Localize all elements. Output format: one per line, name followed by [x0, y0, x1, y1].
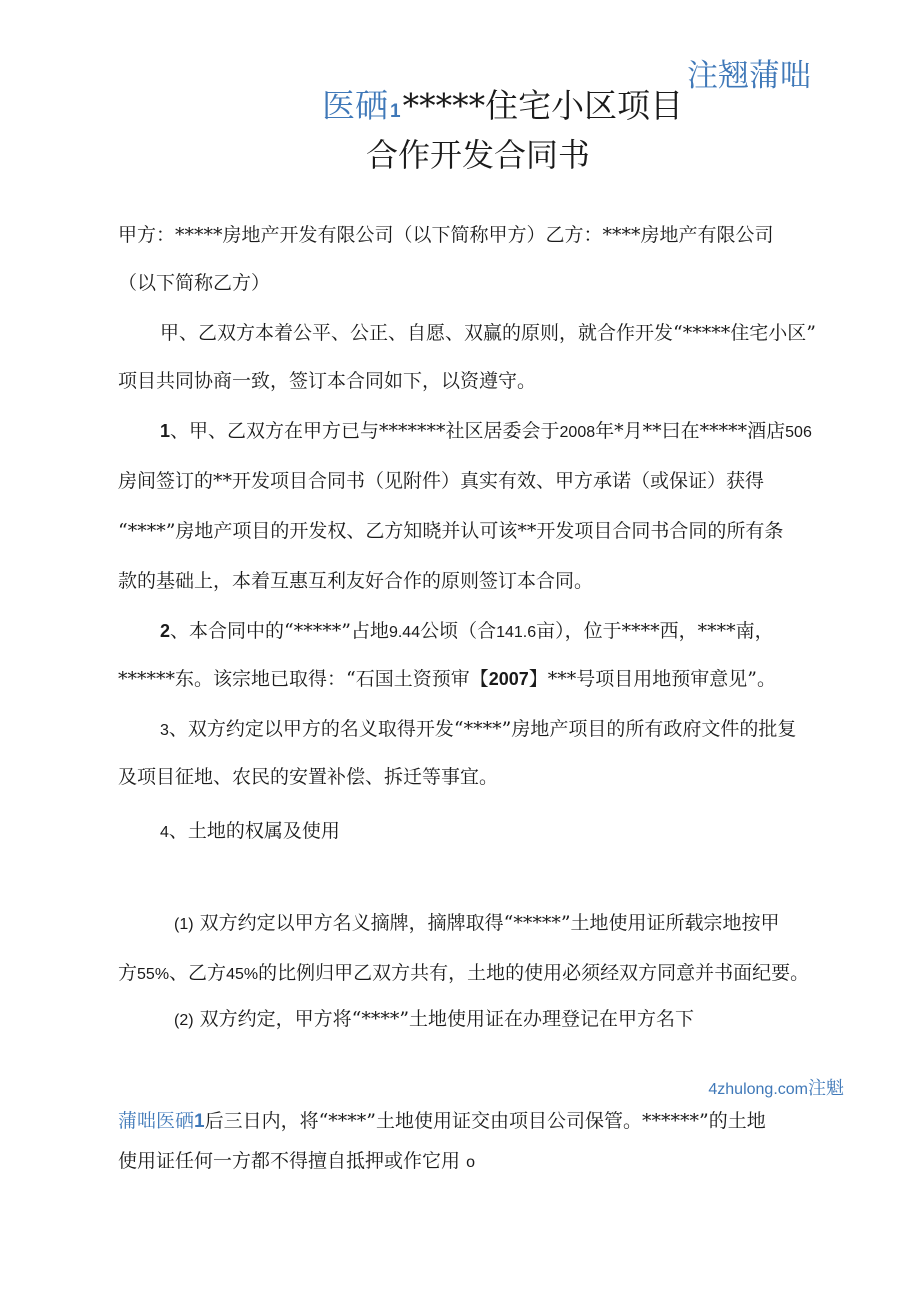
clause4-heading	[160, 818, 340, 846]
clause2-area-ha: 9.44	[388, 624, 421, 641]
clause1-room: 506	[785, 424, 812, 441]
sub2-continuation-text2: 使用证任何一方都不得擅自抵押或作它用	[118, 1150, 461, 1172]
watermark-corner: 注翘蒲咄	[687, 58, 811, 94]
intro-line2: 项目共同协商一致，签订本合同如下，以资遵守。	[118, 370, 537, 392]
clause1-number: 1	[160, 421, 171, 441]
title-text: *****住宅小区项目	[402, 86, 684, 125]
sub1-line2	[118, 960, 809, 988]
sub1-percent-b: 45%	[226, 966, 259, 983]
clause4-number: 4	[160, 824, 169, 841]
sub1-percent-a: 55%	[137, 966, 170, 983]
clause4-heading-text: 、土地的权属及使用	[168, 820, 340, 842]
clause1-line3: “****”房地产项目的开发权、乙方知晓并认可该**开发项目合同书合同的所有条	[118, 520, 784, 542]
clause2-text-d: ******东。该宗地已取得：“石国土资预审【	[118, 668, 489, 690]
sub2-text: 双方约定，甲方将“****”土地使用证在办理登记在甲方名下	[199, 1008, 695, 1030]
continuation-watermark	[118, 1110, 205, 1132]
sub1-text: 双方约定以甲方名义摘牌，摘牌取得“*****”土地使用证所载宗地按甲	[199, 912, 780, 934]
sub2-continuation-line1	[118, 1108, 766, 1135]
title-watermark-one: 1	[390, 101, 401, 122]
clause1-year: 2008	[559, 424, 596, 441]
clause3-text: 、双方约定以甲方的名义取得开发“****”房地产项目的所有政府文件的批复	[168, 718, 797, 740]
clause1-text-b: 年*月**曰在*****酒店	[595, 420, 786, 442]
document-title-line1	[322, 80, 683, 127]
clause3-line1	[160, 716, 796, 744]
clause1-line1	[160, 418, 812, 446]
sub1-text-c: 的比例归甲乙双方共有，土地的使用必须经双方同意并书面纪要。	[258, 962, 810, 984]
parties-line2: （以下简称乙方）	[118, 272, 271, 294]
clause1-line2: 房间签订的**开发项目合同书（见附件）真实有效、甲方承诺（或保证）获得	[118, 470, 765, 492]
clause2-number: 2	[160, 621, 171, 641]
continuation-watermark-text: 蒲咄医硒	[118, 1110, 195, 1132]
title-watermark: 医硒	[322, 86, 388, 125]
clause2-text-b: 公顷（合	[420, 620, 497, 642]
sub2-continuation-text: 后三日内，将“****”土地使用证交由项目公司保管。******”的土地	[204, 1110, 766, 1132]
watermark-site-tail: 注魁	[808, 1078, 844, 1099]
sub1-text-b: 、乙方	[169, 962, 227, 984]
clause3-number: 3	[160, 722, 169, 739]
clause2-area-mu: 141.6	[496, 624, 537, 641]
document-title-line2: 合作开发合同书	[366, 136, 591, 174]
clause1-text-a: 、甲、乙双方在甲方已与*******社区居委会于	[170, 420, 560, 442]
sub2-line1	[174, 1006, 694, 1034]
sub2-continuation-line2	[118, 1148, 475, 1176]
clause3-line2: 及项目征地、农民的安置补偿、拆迁等事宜。	[118, 766, 499, 788]
continuation-watermark-one: 1	[194, 1111, 205, 1132]
watermark-site	[708, 1074, 844, 1100]
clause2-text-e: 】***号项目用地预审意见”。	[528, 668, 776, 690]
clause1-line4: 款的基础上，本着互惠互利友好合作的原则签订本合同。	[118, 570, 594, 592]
watermark-site-domain: 4zhulong.com	[708, 1081, 808, 1098]
sub1-line1	[174, 910, 780, 938]
clause2-text-c: 亩），位于****西，****南，	[536, 620, 774, 642]
clause2-year: 2007	[488, 669, 529, 689]
parties-line1: 甲方：*****房地产开发有限公司（以下简称甲方）乙方：****房地产有限公司	[118, 224, 774, 246]
clause2-text-a: 、本合同中的“*****”占地	[170, 620, 389, 642]
sub1-number: (1)	[174, 916, 194, 933]
sub2-end-mark: o	[466, 1154, 475, 1171]
clause2-line1	[160, 618, 774, 646]
intro-line1: 甲、乙双方本着公平、公正、自愿、双赢的原则，就合作开发“*****住宅小区”	[160, 322, 816, 344]
sub2-number: (2)	[174, 1012, 194, 1029]
clause2-line2	[118, 666, 776, 692]
sub1-text-a: 方	[118, 962, 138, 984]
